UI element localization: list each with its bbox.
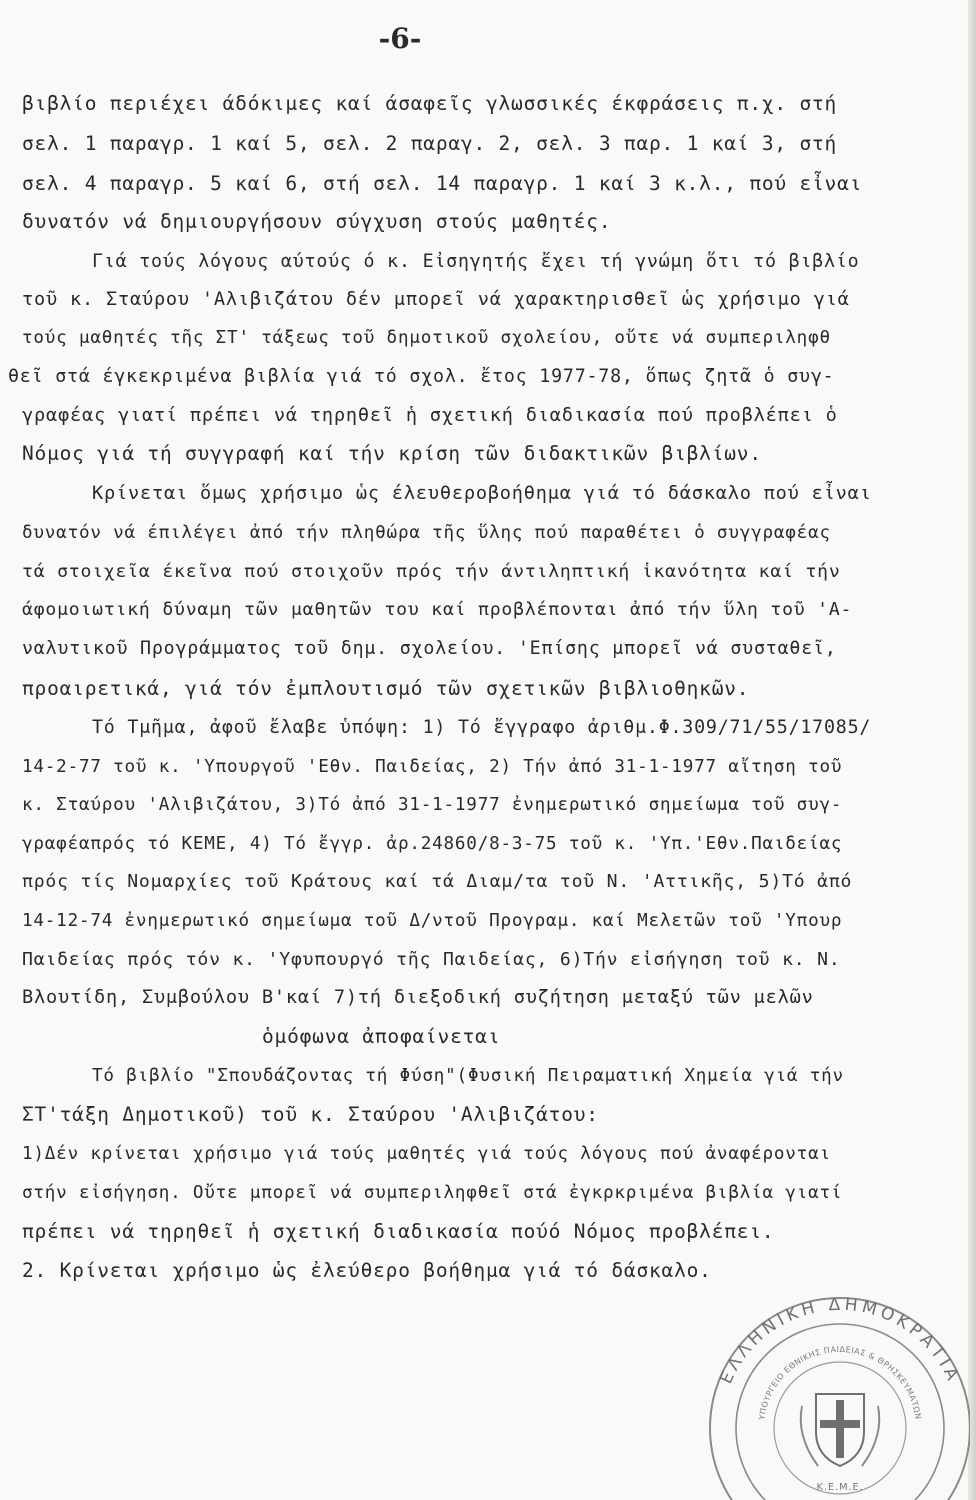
text-line: Γιά τούς λόγους αύτούς ό κ. Εἰσηγητής ἔχει τή γνώμη ὅτι τό βιβλίο: [92, 251, 860, 272]
text-line: βιβλίο περιέχει άδόκιμες καί άσαφεῖς γλωσσικές έκφράσεις π.χ. στή: [22, 92, 838, 115]
stamp-inner-text: ΥΠΟΥΡΓΕΙΟ ΕΘΝΙΚΗΣ ΠΑΙΔΕΙΑΣ & ΘΡΗΣΚΕΥΜΑΤΩΝ: [757, 1344, 923, 1421]
decision-heading: ὁμόφωνα ἀποφαίνεται: [262, 1025, 501, 1048]
text-line: σελ. 4 παραγρ. 5 καί 6, στή σελ. 14 παραγρ. 1 καί 3 κ.λ., πού εἶναι: [22, 172, 863, 195]
text-line: Τό Τμῆμα, ἀφοῦ ἔλαβε ὑπόψη: 1) Τό ἔγγραφο ἀριθμ.Φ.309/71/55/17085/: [92, 717, 872, 738]
stamp-bottom-text: Κ.Ε.Μ.Ε.: [816, 1482, 864, 1493]
text-line: κ. Σταύρου 'Αλιβιζάτου, 3)Τό ἀπό 31-1-1977 ἐνημερωτικό σημείωμα τοῦ συγ-: [22, 795, 843, 815]
text-line: ΣΤ'τάξη Δημοτικοῦ) τοῦ κ. Σταύρου 'Αλιβιζάτου:: [22, 1103, 599, 1126]
text-line: άφομοιωτική δύναμη τῶν μαθητῶν του καί προβλέπονται ἀπό τήν ὕλη τοῦ 'Α-: [22, 599, 853, 620]
text-line: Παιδείας πρός τόν κ. 'Υφυπουργό τῆς Παιδείας, 6)Τήν εἰσήγηση τοῦ κ. Ν.: [22, 949, 841, 970]
text-line: τοῦ κ. Σταύρου 'Αλιβιζάτου δέν μπορεῖ νά χαρακτηρισθεῖ ὡς χρήσιμο γιά: [22, 289, 850, 310]
text-line: Κρίνεται ὅμως χρήσιμο ὡς έλευθεροβοήθημα γιά τό δάσκαλο πού εἶναι: [92, 483, 872, 504]
text-line: πρός τίς Νομαρχίες τοῦ Κράτους καί τά Διαμ/τα τοῦ Ν. 'Αττικῆς, 5)Τό ἀπό: [22, 871, 853, 892]
svg-text:ΕΛΛΗΝΙΚΗ ΔΗΜΟΚΡΑΤΙΑ: [716, 1295, 963, 1387]
text-line: 14-12-74 ἐνημερωτικό σημείωμα τοῦ Δ/ντοῦ Προγραμ. καί Μελετῶν τοῦ 'Υπουρ: [22, 911, 843, 931]
text-line: τά στοιχεῖα έκεῖνα πού στοιχοῦν πρός τήν άντιληπτική ἱκανότητα καί τήν: [22, 561, 841, 582]
text-line: 2. Κρίνεται χρήσιμο ὡς ἐλεύθερο βοήθημα γιά τό δάσκαλο.: [22, 1259, 712, 1282]
text-line: γραφέαπρός τό ΚΕΜΕ, 4) Τό ἔγγρ. ἀρ.24860/8-3-75 τοῦ κ. 'Υπ.'Εθν.Παιδείας: [22, 834, 843, 854]
text-line: Νόμος γιά τή συγγραφή καί τήν κρίση τῶν διδακτικῶν βιβλίων.: [22, 442, 762, 465]
coat-of-arms-icon: [801, 1394, 880, 1466]
text-line: τούς μαθητές τῆς ΣΤ' τάξεως τοῦ δημοτικοῦ σχολείου, οὔτε νά συμπεριληφθ: [22, 328, 831, 348]
text-line: ναλυτικοῦ Προγράμματος τοῦ δημ. σχολείου. 'Επίσης μπορεῖ νά συσταθεῖ,: [22, 638, 837, 659]
text-line: δυνατόν νά έπιλέγει ἀπό τήν πληθώρα τῆς ὕλης πού παραθέτει ὁ συγγραφέας: [22, 523, 831, 543]
text-line: θεῖ στά έγκεκριμένα βιβλία γιά τό σχολ. ἔτος 1977-78, ὅπως ζητᾶ ὁ συγ-: [8, 366, 835, 387]
official-stamp: [700, 1278, 970, 1500]
text-line: Βλουτίδη, Συμβούλου Β'καί 7)τή διεξοδική συζήτηση μεταξύ τῶν μελῶν: [22, 987, 814, 1008]
text-line: σελ. 1 παραγρ. 1 καί 5, σελ. 2 παραγ. 2, σελ. 3 παρ. 1 καί 3, στή: [22, 132, 838, 155]
text-line: πρέπει νά τηρηθεῖ ἡ σχετική διαδικασία πούό Νόμος προβλέπει.: [22, 1220, 775, 1243]
page-edge-shadow: [968, 0, 976, 1500]
text-line: 14-2-77 τοῦ κ. 'Υπουργοῦ 'Εθν. Παιδείας, 2) Τήν ἀπό 31-1-1977 αἴτηση τοῦ: [22, 757, 843, 777]
stamp-outer-text: ΕΛΛΗΝΙΚΗ ΔΗΜΟΚΡΑΤΙΑ: [716, 1294, 964, 1388]
page-number: -6-: [378, 22, 422, 55]
text-line: δυνατόν νά δημιουργήσουν σύγχυση στούς μαθητές.: [22, 210, 612, 233]
text-line: 1)Δέν κρίνεται χρήσιμο γιά τούς μαθητές γιά τούς λόγους πού ἀναφέρονται: [22, 1144, 831, 1164]
text-line: στήν εἰσήγηση. Οὔτε μπορεῖ νά συμπεριληφθεῖ στά ἐγκρκριμένα βιβλία γιατί: [22, 1183, 843, 1203]
text-line: προαιρετικά, γιά τόν ἐμπλουτισμό τῶν σχετικῶν βιβλιοθηκῶν.: [22, 677, 750, 700]
text-line: γραφέας γιατί πρέπει νά τηρηθεῖ ἡ σχετική διαδικασία πού προβλέπει ὁ: [22, 405, 838, 426]
text-line: Τό βιβλίο "Σπουδάζοντας τή Φύση"(Φυσική Πειραματική Χημεία γιά τήν: [92, 1066, 844, 1086]
